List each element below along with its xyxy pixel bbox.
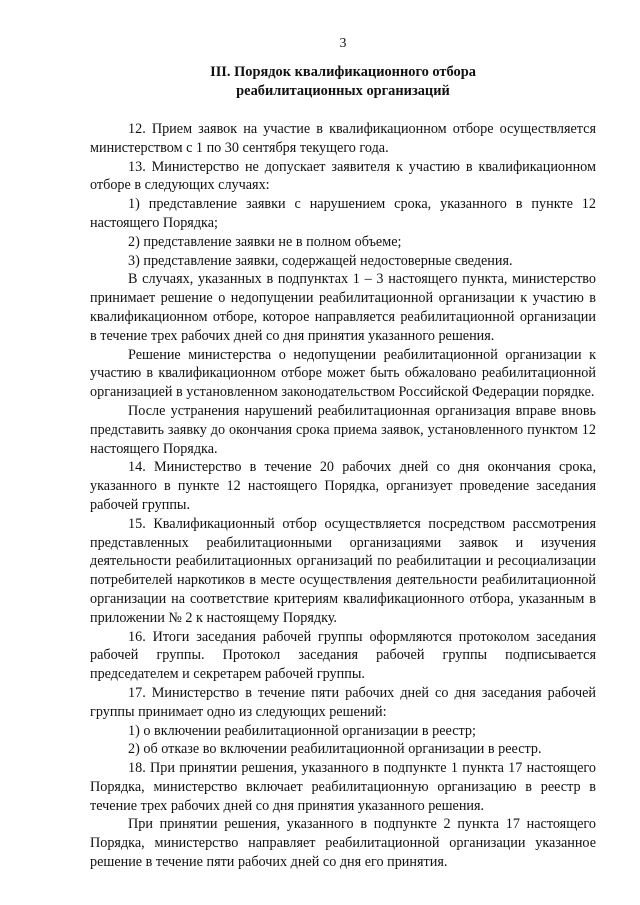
paragraph-15: 15. Квалификационный отбор осуществляется посредством рассмотрения представленных реабилитационными организациями заявок и изучения деятельности реабилитационных организаций по реабилитации и ресоциализации потребителей наркотиков в месте осуществления деятельности реабилитационной организации на соответствие критериям квалификационного отбора, указанным в приложении № 2 к настоящему Порядку.	[90, 515, 596, 626]
paragraph-13-resubmit: После устранения нарушений реабилитационная организация вправе вновь представить заявку до окончания срока приема заявок, установленного пунктом 12 настоящего Порядка.	[90, 402, 596, 457]
list-item-17-2: 2) об отказе во включении реабилитационной организации в реестр.	[128, 741, 542, 758]
paragraph-13: 13. Министерство не допускает заявителя к участию в квалификационном отборе в следующих случаях:	[90, 158, 596, 194]
paragraph-14: 14. Министерство в течение 20 рабочих дней со дня окончания срока, указанного в пункте 12 настоящего Порядка, организует проведение заседания рабочей группы.	[90, 459, 596, 513]
paragraph-13-cases: В случаях, указанных в подпунктах 1 – 3 настоящего пункта, министерство принимает решение о недопущении реабилитационной организации к участию в квалификационном отборе, которое направляется реабилитационной организации в течение трех рабочих дней со дня принятия указанного решения.	[90, 271, 596, 344]
document-page	[90, 36, 596, 872]
paragraph-13-appeal: Решение министерства о недопущении реабилитационной организации к участию в квалификационном отборе может быть обжаловано реабилитационной организацией в установленном законодательством Российской Федерации порядке.	[90, 346, 596, 401]
document-body	[90, 120, 596, 872]
paragraph-12: 12. Прием заявок на участие в квалификационном отборе осуществляется министерством с 1 по 30 сентября текущего года.	[90, 121, 596, 156]
section-title-line-2: реабилитационных организаций	[236, 83, 450, 99]
list-item-13-3: 3) представление заявки, содержащей недостоверные сведения.	[128, 252, 513, 269]
paragraph-16: 16. Итоги заседания рабочей группы оформляются протоколом заседания рабочей группы. Протокол заседания рабочей группы подписывается председателем и секретарем рабочей группы.	[90, 628, 596, 683]
page-number: 3	[339, 36, 347, 51]
list-item-17-1: 1) о включении реабилитационной организации в реестр;	[128, 722, 476, 739]
paragraph-18-refusal: При принятии решения, указанного в подпункте 2 пункта 17 настоящего Порядка, министерство направляет реабилитационной организации указанное решение в течение пяти рабочих дней со дня его принятия.	[90, 816, 596, 871]
list-item-13-2: 2) представление заявки не в полном объеме;	[128, 233, 402, 250]
paragraph-18: 18. При принятии решения, указанного в подпункте 1 пункта 17 настоящего Порядка, министерство включает реабилитационную организацию в реестр в течение трех рабочих дней со дня принятия указанного решения.	[90, 760, 596, 814]
section-title	[90, 63, 596, 101]
section-title-line-1: III. Порядок квалификационного отбора	[210, 64, 476, 80]
paragraph-17: 17. Министерство в течение пяти рабочих дней со дня заседания рабочей группы принимает одно из следующих решений:	[90, 684, 596, 720]
list-item-13-1: 1) представление заявки с нарушением срока, указанного в пункте 12 настоящего Порядка;	[90, 196, 596, 231]
